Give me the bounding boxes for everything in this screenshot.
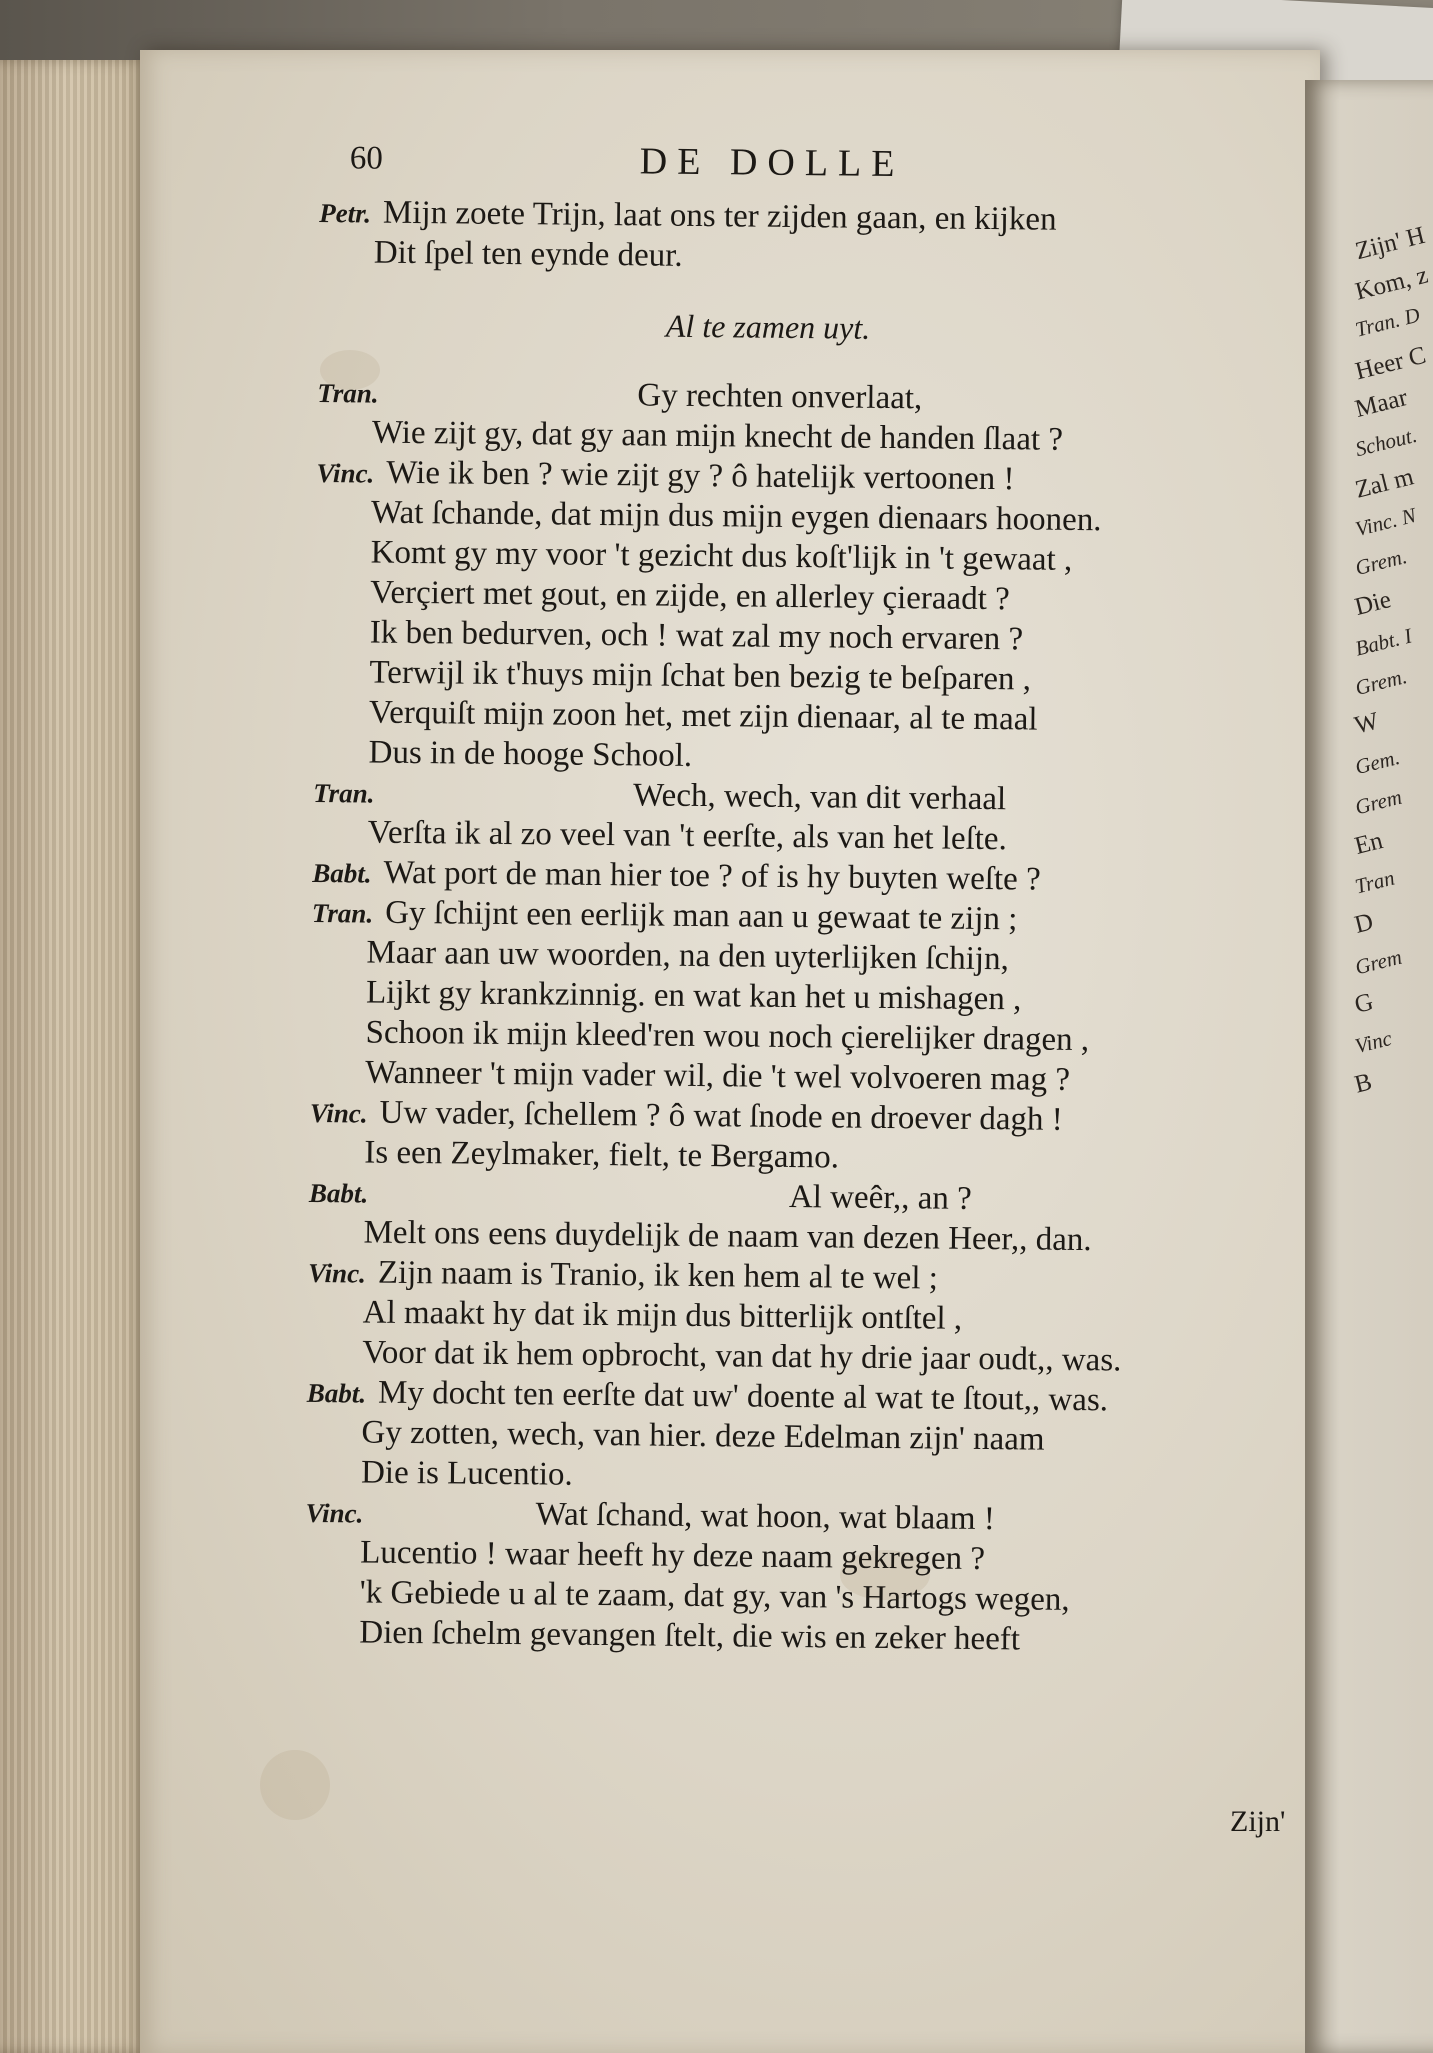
speaker-name: Vinc. xyxy=(316,457,375,489)
right-page-fragment: Heer C xyxy=(1352,341,1429,386)
line-text: Dien ſchelm gevangen ſtelt, die wis en zeker heeft xyxy=(359,1614,1021,1658)
line-text: Wie zijt gy, dat gy aan mijn knecht de handen ſlaat ? xyxy=(371,414,1064,458)
line-text: Zijn naam is Tranio, ik ken hem al te wel ; xyxy=(377,1254,939,1297)
line-text: Lucentio ! waar heeft hy deze naam gekregen ? xyxy=(360,1534,986,1578)
right-page-fragment: Zal m xyxy=(1352,463,1417,504)
line-text: Gy ſchijnt een eerlijk man aan u gewaat te zijn ; xyxy=(384,894,1018,938)
adjacent-page xyxy=(1305,80,1433,2053)
line-text: Maar aan uw woorden, na den uyterlijken ſchijn, xyxy=(366,934,1010,978)
line-text: Gy rechten onverlaat, xyxy=(637,377,923,417)
line-text: Ik ben bedurven, och ! wat zal my noch ervaren ? xyxy=(369,614,1024,658)
speaker-name: Babt. xyxy=(312,857,372,889)
torn-page-edges xyxy=(0,60,150,2053)
line-text: 'k Gebiede u al te zaam, dat gy, van 's Hartogs wegen, xyxy=(359,1574,1070,1618)
line-text: Verquiſt mijn zoon het, met zijn dienaar, al te maal xyxy=(368,694,1038,738)
speaker-name: Petr. xyxy=(319,197,372,229)
right-page-fragment: Tran xyxy=(1352,865,1397,899)
line-text: Wie ik ben ? wie zijt gy ? ô hatelijk vertoonen ! xyxy=(386,454,1015,498)
line-text: Die is Lucentio. xyxy=(360,1454,573,1493)
right-page-fragment: G xyxy=(1351,988,1376,1019)
line-text: Wech, wech, van dit verhaal xyxy=(632,777,1007,818)
page-number: 60 xyxy=(349,140,383,177)
line-text: Wanneer 't mijn vader wil, die 't wel volvoeren mag ? xyxy=(365,1054,1071,1098)
right-page-fragment: Maar xyxy=(1352,384,1411,423)
right-page-fragment: Die xyxy=(1352,586,1394,621)
line-text: Terwijl ik t'huys mijn ſchat ben bezig te beſparen , xyxy=(369,654,1032,698)
right-page-fragment: Grem xyxy=(1352,944,1405,980)
line-text: Is een Zeylmaker, fielt, te Bergamo. xyxy=(364,1134,840,1176)
line-text: Dus in de hooge School. xyxy=(368,734,693,774)
right-page-fragment: Grem. xyxy=(1352,664,1410,700)
line-text: Lijkt gy krankzinnig. en wat kan het u mishagen , xyxy=(365,974,1022,1018)
page-header xyxy=(320,140,1300,196)
line-text: Dit ſpel ten eynde deur. xyxy=(373,234,683,274)
right-page-fragment: Vinc xyxy=(1352,1025,1395,1059)
line-text: Mijn zoete Trijn, laat ons ter zijden gaan, en kijken xyxy=(382,194,1057,238)
speaker-name: Vinc. xyxy=(307,1257,367,1289)
right-page-fragment: Grem xyxy=(1352,784,1405,820)
right-page-fragment: En xyxy=(1352,827,1386,860)
verse-lines xyxy=(304,192,1299,1662)
line-text: Voor dat ik hem opbrocht, van dat hy drie jaar oudt,, was. xyxy=(362,1334,1122,1379)
line-text: My docht ten eerſte dat uw' doente al wat te ſtout,, was. xyxy=(377,1374,1109,1419)
line-text: Verſta ik al zo veel van 't eerſte, als van het leſte. xyxy=(367,814,1007,858)
speaker-name: Tran. xyxy=(313,777,375,809)
line-text: Verçiert met gout, en zijde, en allerley çieraadt ? xyxy=(370,574,1010,618)
right-page-fragment: Grem. xyxy=(1352,544,1410,580)
line-text: Wat port de man hier toe ? of is hy buyten weſte ? xyxy=(383,854,1041,898)
line-text: Komt gy my voor 't gezicht dus koſt'lijk in 't gewaat , xyxy=(370,534,1073,578)
speaker-name: Babt. xyxy=(308,1177,369,1209)
catchword: Zijn' xyxy=(1230,1805,1286,1838)
right-page-fragment: Schout. xyxy=(1352,422,1420,462)
right-page-fragment: W xyxy=(1351,707,1382,740)
stage-direction: Al te zamen uyt. xyxy=(665,307,871,346)
line-text: Wat ſchande, dat mijn dus mijn eygen dienaars hoonen. xyxy=(370,494,1102,539)
line-text: Schoon ik mijn kleed'ren wou noch çierelijker dragen , xyxy=(365,1014,1090,1059)
speaker-name: Tran. xyxy=(311,897,374,929)
speaker-name: Babt. xyxy=(306,1377,367,1409)
line-text: Wat ſchand, wat hoon, wat blaam ! xyxy=(535,1496,995,1538)
right-page-fragment: D xyxy=(1351,908,1376,939)
right-page-fragment: Tran. D xyxy=(1352,302,1423,342)
paper-stain xyxy=(260,1750,330,1820)
line-text: Al maakt hy dat ik mijn dus bitterlijk ontſtel , xyxy=(362,1294,963,1337)
running-title: DE DOLLE xyxy=(639,140,905,186)
page-text xyxy=(304,140,1300,1662)
right-page-fragment: Zijn' H xyxy=(1352,221,1428,266)
speaker-name: Vinc. xyxy=(309,1097,368,1129)
speaker-name: Vinc. xyxy=(305,1497,364,1529)
line-text: Melt ons eens duydelijk de naam van dezen Heer,, dan. xyxy=(363,1214,1092,1259)
line-text: Gy zotten, wech, van hier. deze Edelman zijn' naam xyxy=(361,1414,1045,1458)
right-page-fragment: Vinc. N xyxy=(1352,502,1419,542)
right-page-fragment: Gem. xyxy=(1352,744,1403,780)
line-text: Al weêr,, an ? xyxy=(788,1178,972,1217)
right-page-fragment: Kom, z xyxy=(1352,261,1431,306)
speaker-name: Tran. xyxy=(317,377,379,409)
right-page-fragment: B xyxy=(1351,1068,1375,1099)
right-page-fragment: Babt. I xyxy=(1352,623,1415,661)
line-text: Uw vader, ſchellem ? ô wat ſnode en droever dagh ! xyxy=(379,1094,1063,1138)
